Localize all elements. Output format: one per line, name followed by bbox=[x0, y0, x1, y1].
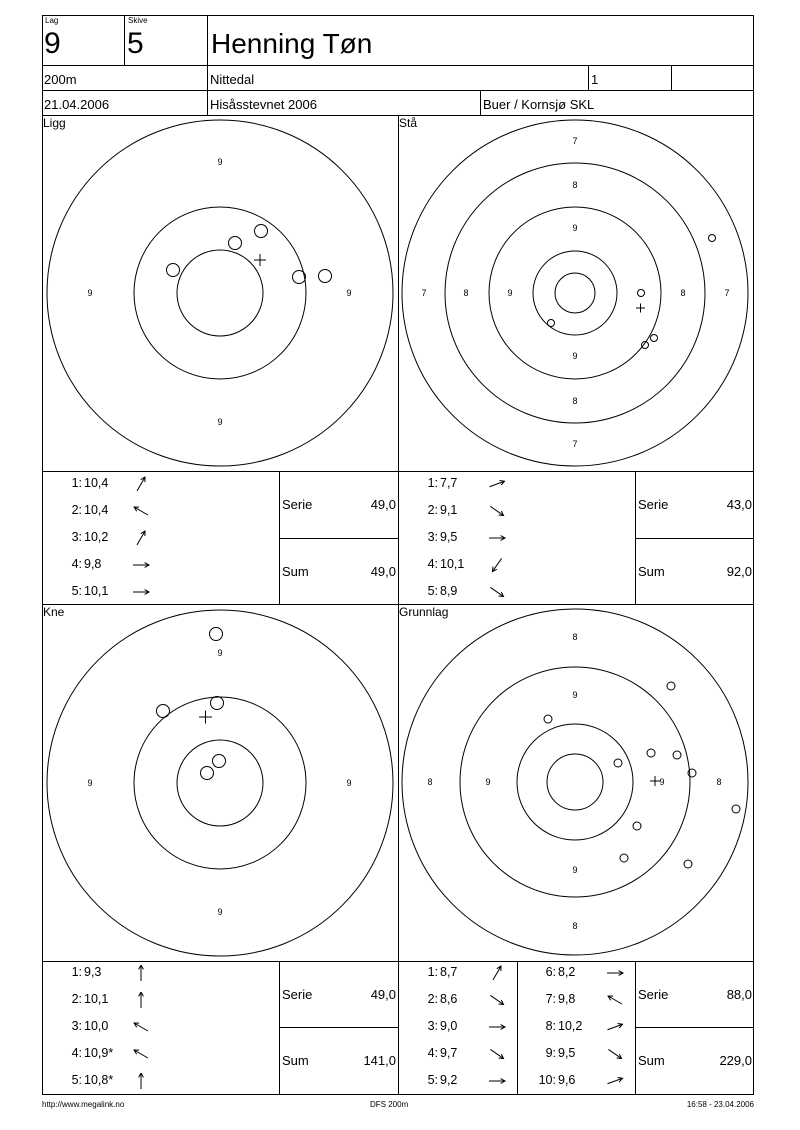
sum-label: Sum bbox=[638, 1053, 665, 1068]
shot-score: 10,1 bbox=[84, 992, 109, 1006]
mean-point-cross bbox=[199, 711, 212, 724]
shot-hole bbox=[319, 270, 332, 283]
shot-score: 8,2 bbox=[558, 965, 576, 979]
sum-value: 229,0 bbox=[719, 1053, 752, 1068]
direction-arrow-icon bbox=[132, 557, 152, 574]
divider bbox=[588, 65, 589, 90]
shot-hole bbox=[213, 755, 226, 768]
shot-hole bbox=[614, 759, 622, 767]
shot-score: 10,4 bbox=[84, 503, 109, 517]
mean-point-cross bbox=[254, 254, 266, 266]
shot-number: 5: bbox=[427, 584, 438, 598]
shot-number: 9: bbox=[545, 1046, 556, 1060]
shot-hole bbox=[667, 682, 675, 690]
direction-arrow-icon bbox=[606, 992, 626, 1009]
shot-hole bbox=[548, 320, 555, 327]
direction-arrow-icon bbox=[488, 503, 508, 520]
sum-value: 49,0 bbox=[370, 564, 396, 579]
direction-arrow-icon bbox=[488, 530, 508, 547]
shot-hole bbox=[620, 854, 628, 862]
target-kne bbox=[42, 605, 398, 961]
mean-point-cross bbox=[636, 304, 645, 313]
shot-number: 3: bbox=[427, 530, 438, 544]
shot-number: 2: bbox=[427, 503, 438, 517]
serie-label: Serie bbox=[638, 987, 669, 1002]
sum-value: 141,0 bbox=[363, 1053, 396, 1068]
shot-number: 7: bbox=[545, 992, 556, 1006]
class: 1 bbox=[591, 72, 599, 87]
divider bbox=[635, 961, 636, 1095]
ring-label: 9 bbox=[572, 223, 578, 233]
shot-number: 3: bbox=[71, 530, 82, 544]
ring-label: 9 bbox=[87, 778, 93, 788]
shot-score: 10,1 bbox=[440, 557, 465, 571]
direction-arrow-icon bbox=[132, 992, 152, 1009]
shot-number: 1: bbox=[427, 965, 438, 979]
shot-score: 9,5 bbox=[440, 530, 458, 544]
ring-label: 9 bbox=[346, 288, 352, 298]
shot-number: 6: bbox=[545, 965, 556, 979]
direction-arrow-icon bbox=[488, 992, 508, 1009]
shot-number: 3: bbox=[427, 1019, 438, 1033]
shot-score: 9,0 bbox=[440, 1019, 458, 1033]
lag-value: 9 bbox=[44, 27, 61, 60]
ring-label: 7 bbox=[724, 288, 730, 298]
shot-score: 8,9 bbox=[440, 584, 458, 598]
shot-score: 10,0 bbox=[84, 1019, 109, 1033]
shot-hole bbox=[157, 705, 170, 718]
shot-hole bbox=[684, 860, 692, 868]
direction-arrow-icon bbox=[488, 584, 508, 601]
sum-value: 92,0 bbox=[726, 564, 752, 579]
shot-number: 5: bbox=[427, 1073, 438, 1087]
shot-hole bbox=[732, 805, 740, 813]
ring-label: 8 bbox=[572, 632, 578, 642]
divider bbox=[480, 90, 481, 115]
shot-hole bbox=[211, 697, 224, 710]
panel-title-kne: Kne bbox=[43, 605, 65, 619]
shot-number: 5: bbox=[71, 584, 82, 598]
shot-score: 7,7 bbox=[440, 476, 458, 490]
ring-label: 9 bbox=[572, 351, 578, 361]
direction-arrow-icon bbox=[606, 965, 626, 982]
divider bbox=[279, 1027, 399, 1028]
footer-program: DFS 200m bbox=[370, 1100, 409, 1109]
shot-hole bbox=[651, 335, 658, 342]
divider bbox=[635, 538, 754, 539]
panel-title-sta: Stå bbox=[399, 116, 418, 130]
divider bbox=[42, 961, 754, 962]
direction-arrow-icon bbox=[132, 476, 152, 493]
panel-title-ligg: Ligg bbox=[43, 116, 66, 130]
shot-hole bbox=[673, 751, 681, 759]
direction-arrow-icon bbox=[488, 1046, 508, 1063]
divider bbox=[124, 15, 125, 65]
sum-label: Sum bbox=[638, 564, 665, 579]
serie-value: 49,0 bbox=[370, 497, 396, 512]
distance: 200m bbox=[44, 72, 77, 87]
shot-score: 9,3 bbox=[84, 965, 102, 979]
shot-number: 1: bbox=[71, 965, 82, 979]
organizer: Buer / Kornsjø SKL bbox=[483, 97, 595, 112]
shot-hole bbox=[709, 235, 716, 242]
ring-label: 7 bbox=[572, 136, 578, 146]
direction-arrow-icon bbox=[132, 965, 152, 982]
shot-hole bbox=[633, 822, 641, 830]
shot-hole bbox=[201, 767, 214, 780]
direction-arrow-icon bbox=[132, 530, 152, 547]
shot-score: 9,6 bbox=[558, 1073, 576, 1087]
direction-arrow-icon bbox=[606, 1019, 626, 1036]
club: Nittedal bbox=[210, 72, 255, 87]
shot-hole bbox=[210, 628, 223, 641]
divider bbox=[42, 471, 754, 472]
shot-number: 4: bbox=[427, 1046, 438, 1060]
shot-score: 10,1 bbox=[84, 584, 109, 598]
shot-number: 5: bbox=[71, 1073, 82, 1087]
direction-arrow-icon bbox=[488, 476, 508, 493]
skive-value: 5 bbox=[127, 27, 144, 60]
date: 21.04.2006 bbox=[44, 97, 110, 112]
shot-score: 10,9* bbox=[84, 1046, 114, 1060]
shooter-name: Henning Tøn bbox=[211, 28, 373, 59]
ring-label: 9 bbox=[217, 648, 223, 658]
direction-arrow-icon bbox=[132, 1073, 152, 1090]
shot-number: 4: bbox=[71, 1046, 82, 1060]
shot-score: 9,8 bbox=[84, 557, 102, 571]
shot-number: 1: bbox=[427, 476, 438, 490]
ring-label: 9 bbox=[346, 778, 352, 788]
shot-number: 2: bbox=[71, 503, 82, 517]
shot-score: 10,8* bbox=[84, 1073, 114, 1087]
direction-arrow-icon bbox=[488, 557, 508, 574]
ring-label: 9 bbox=[572, 690, 578, 700]
shot-number: 1: bbox=[71, 476, 82, 490]
ring-label: 8 bbox=[680, 288, 686, 298]
serie-value: 49,0 bbox=[370, 987, 396, 1002]
shot-score: 10,2 bbox=[84, 530, 109, 544]
serie-label: Serie bbox=[638, 497, 669, 512]
shot-number: 3: bbox=[71, 1019, 82, 1033]
direction-arrow-icon bbox=[488, 1073, 508, 1090]
target-grunnlag bbox=[398, 605, 754, 961]
ring-label: 7 bbox=[572, 439, 578, 449]
shot-score: 9,2 bbox=[440, 1073, 458, 1087]
direction-arrow-icon bbox=[488, 1019, 508, 1036]
divider bbox=[279, 538, 399, 539]
shot-score: 8,6 bbox=[440, 992, 458, 1006]
event: Hisåsstevnet 2006 bbox=[210, 97, 317, 112]
direction-arrow-icon bbox=[606, 1073, 626, 1090]
ring-label: 8 bbox=[463, 288, 469, 298]
serie-label: Serie bbox=[282, 497, 313, 512]
sum-label: Sum bbox=[282, 1053, 309, 1068]
ring-label: 9 bbox=[507, 288, 513, 298]
ring-label: 8 bbox=[572, 921, 578, 931]
shot-score: 9,8 bbox=[558, 992, 576, 1006]
lag-label: Lag bbox=[45, 16, 59, 25]
direction-arrow-icon bbox=[606, 1046, 626, 1063]
ring-label: 7 bbox=[421, 288, 427, 298]
sum-label: Sum bbox=[282, 564, 309, 579]
target-sta bbox=[398, 116, 754, 471]
shot-score: 9,7 bbox=[440, 1046, 458, 1060]
ring-label: 8 bbox=[716, 777, 722, 787]
shot-score: 9,5 bbox=[558, 1046, 576, 1060]
shot-hole bbox=[255, 225, 268, 238]
ring-label: 9 bbox=[217, 907, 223, 917]
shot-number: 10: bbox=[538, 1073, 556, 1087]
shot-hole bbox=[293, 271, 306, 284]
shot-number: 2: bbox=[71, 992, 82, 1006]
shot-number: 4: bbox=[427, 557, 438, 571]
shot-hole bbox=[544, 715, 552, 723]
serie-value: 43,0 bbox=[726, 497, 752, 512]
divider bbox=[635, 1027, 754, 1028]
ring-label: 9 bbox=[485, 777, 491, 787]
ring-label: 9 bbox=[217, 157, 223, 167]
direction-arrow-icon bbox=[132, 503, 152, 520]
ring-label: 8 bbox=[572, 396, 578, 406]
divider bbox=[42, 65, 754, 66]
direction-arrow-icon bbox=[132, 584, 152, 601]
footer-timestamp: 16:58 - 23.04.2006 bbox=[686, 1100, 754, 1109]
divider bbox=[671, 65, 672, 90]
divider bbox=[42, 90, 754, 91]
shot-score: 10,2 bbox=[558, 1019, 583, 1033]
shot-hole bbox=[647, 749, 655, 757]
shot-score: 8,7 bbox=[440, 965, 458, 979]
shot-score: 10,4 bbox=[84, 476, 109, 490]
ring-label: 8 bbox=[572, 180, 578, 190]
shot-score: 9,1 bbox=[440, 503, 458, 517]
direction-arrow-icon bbox=[488, 965, 508, 982]
serie-value: 88,0 bbox=[726, 987, 752, 1002]
footer-url[interactable]: http://www.megalink.no bbox=[42, 1100, 125, 1109]
target-ligg bbox=[42, 116, 398, 471]
shot-hole bbox=[229, 237, 242, 250]
ring-label: 9 bbox=[87, 288, 93, 298]
direction-arrow-icon bbox=[132, 1019, 152, 1036]
panel-title-grunnlag: Grunnlag bbox=[399, 605, 449, 619]
ring-label: 9 bbox=[572, 865, 578, 875]
shot-hole bbox=[638, 290, 645, 297]
shot-hole bbox=[167, 264, 180, 277]
ring-label: 9 bbox=[217, 417, 223, 427]
shot-number: 8: bbox=[545, 1019, 556, 1033]
direction-arrow-icon bbox=[132, 1046, 152, 1063]
serie-label: Serie bbox=[282, 987, 313, 1002]
shot-number: 4: bbox=[71, 557, 82, 571]
divider bbox=[279, 961, 280, 1095]
shot-number: 2: bbox=[427, 992, 438, 1006]
ring-label: 9 bbox=[659, 777, 665, 787]
skive-label: Skive bbox=[128, 16, 148, 25]
ring-label: 8 bbox=[427, 777, 433, 787]
